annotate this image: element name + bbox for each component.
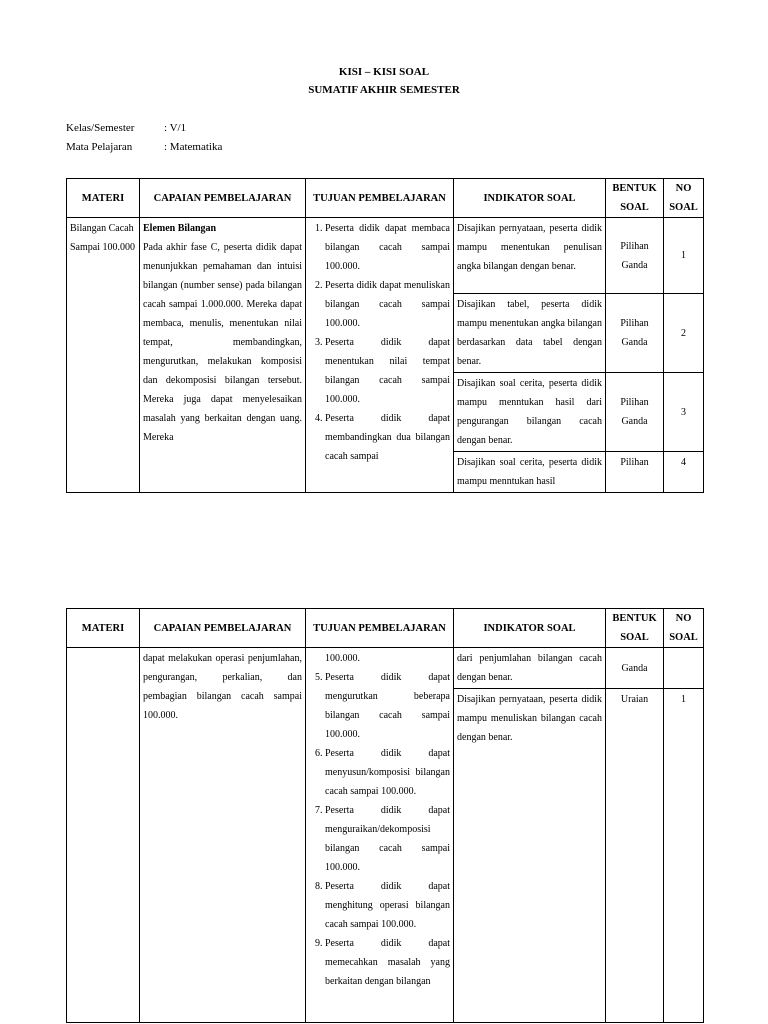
no-cell (664, 648, 704, 689)
indikator-cell: Disajikan soal cerita, peserta didik mampu menntukan hasil dari pengurangan bilangan cacah dengan benar. (454, 373, 606, 452)
kisi-table-page2 (66, 608, 704, 1023)
kisi-table-page1 (66, 178, 704, 493)
col-tujuan: TUJUAN PEMBELAJARAN (306, 179, 454, 218)
no-cell: 4 (664, 452, 704, 493)
meta-kelas (66, 122, 186, 134)
col-tujuan: TUJUAN PEMBELAJARAN (306, 609, 454, 648)
bentuk-cell: Pilihan Ganda (606, 373, 664, 452)
col-no: NO SOAL (664, 609, 704, 648)
tujuan-item: 3. Peserta didik dapat menentukan nilai tempat bilangan cacah sampai 100.000. (325, 333, 450, 409)
tujuan-item: 8. Peserta didik dapat menghitung operasi bilangan cacah sampai 100.000. (325, 877, 450, 934)
materi-cell: Bilangan Cacah Sampai 100.000 (67, 218, 140, 493)
capaian-title: Elemen Bilangan (143, 223, 217, 234)
tujuan-continuation: 100.000. (325, 653, 360, 664)
no-cell: 1 (664, 218, 704, 294)
col-materi: MATERI (67, 179, 140, 218)
tujuan-item: 2. Peserta didik dapat menuliskan bilangan cacah sampai 100.000. (325, 276, 450, 333)
indikator-cell: Disajikan soal cerita, peserta didik mampu menntukan hasil (454, 452, 606, 493)
doc-title: KISI – KISI SOAL (338, 66, 430, 78)
mapel-label: Mata Pelajaran (66, 141, 133, 153)
no-cell: 2 (664, 294, 704, 373)
bentuk-cell: Pilihan Ganda (606, 294, 664, 373)
col-materi: MATERI (67, 609, 140, 648)
tujuan-item: 4. Peserta didik dapat membandingkan dua bilangan cacah sampai (325, 409, 450, 466)
bentuk-cell: Pilihan (606, 452, 664, 493)
col-no: NO SOAL (664, 179, 704, 218)
doc-subtitle: SUMATIF AKHIR SEMESTER (308, 84, 460, 96)
tujuan-item: 9. Peserta didik dapat memecahkan masalah yang berkaitan dengan bilangan (325, 934, 450, 991)
kelas-value: : V/1 (164, 122, 187, 134)
tujuan-item: 7. Peserta didik dapat menguraikan/dekomposisi bilangan cacah sampai 100.000. (325, 801, 450, 877)
col-bentuk: BENTUK SOAL (606, 609, 664, 648)
indikator-cell: dari penjumlahan bilangan cacah dengan benar. (454, 648, 606, 689)
kelas-label: Kelas/Semester (66, 122, 135, 134)
tujuan-cell (306, 218, 454, 493)
indikator-cell: Disajikan pernyataan, peserta didik mampu menuliskan bilangan cacah dengan benar. (454, 689, 606, 1023)
col-indikator: INDIKATOR SOAL (454, 609, 606, 648)
indikator-cell: Disajikan pernyataan, peserta didik mampu menentukan penulisan angka bilangan dengan benar. (454, 218, 606, 294)
tujuan-item: 1. Peserta didik dapat membaca bilangan cacah sampai 100.000. (325, 219, 450, 276)
no-cell: 1 (664, 689, 704, 1023)
tujuan-item: 5. Peserta didik dapat mengurutkan beberapa bilangan cacah sampai 100.000. (325, 668, 450, 744)
indikator-cell: Disajikan tabel, peserta didik mampu menentukan angka bilangan berdasarkan data tabel dengan benar. (454, 294, 606, 373)
bentuk-cell: Ganda (606, 648, 664, 689)
col-capaian: CAPAIAN PEMBELAJARAN (140, 609, 306, 648)
col-capaian: CAPAIAN PEMBELAJARAN (140, 179, 306, 218)
col-indikator: INDIKATOR SOAL (454, 179, 606, 218)
meta-mapel (66, 141, 222, 153)
col-bentuk: BENTUK SOAL (606, 179, 664, 218)
bentuk-cell: Pilihan Ganda (606, 218, 664, 294)
mapel-value: : Matematika (164, 141, 223, 153)
capaian-cell (140, 218, 306, 493)
materi-cell (67, 648, 140, 1023)
capaian-text: Pada akhir fase C, peserta didik dapat menunjukkan pemahaman dan intuisi bilangan (number sense) pada bilangan cacah sampai 1.000.000. Mereka dapat membaca, menulis, menentukan nilai tempat, membandingkan, mengurutkan, melakukan komposisi dan dekomposisi bilangan tersebut. Mereka juga dapat menyelesaikan masalah yang berkaitan dengan uang. Mereka (143, 242, 302, 443)
capaian-cell: dapat melakukan operasi penjumlahan, pengurangan, perkalian, dan pembagian bilangan cacah sampai 100.000. (140, 648, 306, 1023)
no-cell: 3 (664, 373, 704, 452)
tujuan-cell (306, 648, 454, 1023)
tujuan-item: 6. Peserta didik dapat menyusun/komposisi bilangan cacah sampai 100.000. (325, 744, 450, 801)
bentuk-cell: Uraian (606, 689, 664, 1023)
